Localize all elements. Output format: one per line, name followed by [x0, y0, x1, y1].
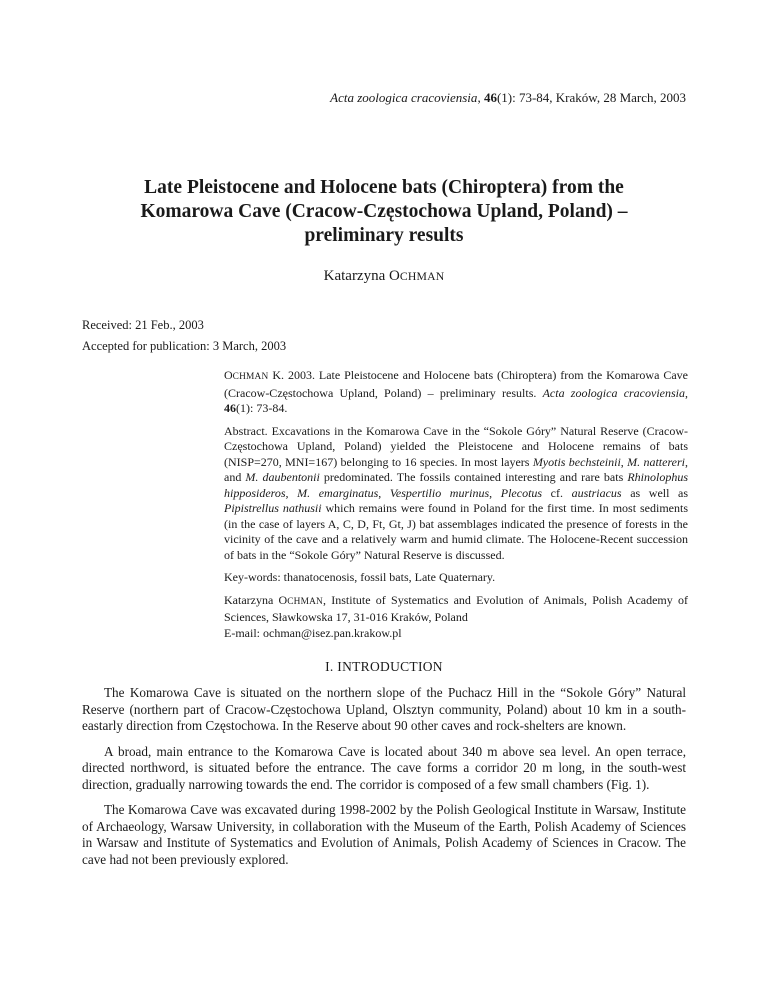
body-paragraph: The Komarowa Cave is situated on the northern slope of the Puchacz Hill in the “Sokole Góry” Natural Reserve (northern part of Cracow-Częstochowa Upland, Olsztyn community, Poland) about 10 km in a south-eastarly direction from Częstochowa. In the Reserve about 90 other caves and rock-shelters are known. — [82, 685, 686, 733]
author-affiliation: Katarzyna OCHMAN, Institute of Systematics and Evolution of Animals, Polish Academy of Sciences, Sławkowska 17, 31-016 Kraków, Poland E-mail: ochman@isez.pan.krakow.pl — [224, 592, 688, 640]
article-title — [90, 176, 678, 248]
journal-name: Acta zoologica cracoviensia — [330, 90, 478, 105]
keywords: Key-words: thanatocenosis, fossil bats, Late Quaternary. — [224, 570, 496, 584]
author-surname: CHMAN — [399, 270, 445, 283]
body-paragraph: The Komarowa Cave was excavated during 1998-2002 by the Polish Geological Institute in Warsaw, Institute of Archaeology, Warsaw University, in collaboration with the Museum of the Earth, Polish Academy of Sciences in Warsaw and Institute of Systematics and Evolution of Animals, Polish Academy of Sciences in Cracow. The cave had not been previously explored. — [82, 802, 686, 867]
received-date: Received: 21 Feb., 2003 — [82, 318, 204, 332]
title-line-3: preliminary results — [304, 225, 464, 246]
bibliographic-reference: OCHMAN K. 2003. Late Pleistocene and Holocene bats (Chiroptera) from the Komarowa Cave (Cracow-Częstochowa Upland, Poland) – preliminary results. Acta zoologica cracoviensia, 46(1): 73-84. — [224, 368, 689, 415]
journal-citation: Acta zoologica cracoviensia, 46(1): 73-84, Kraków, 28 March, 2003 — [330, 90, 686, 105]
submission-dates — [82, 315, 286, 357]
title-line-2: Komarowa Cave (Cracow-Częstochowa Upland, Poland) – — [140, 201, 628, 222]
abstract-text: Abstract. Excavations in the Komarowa Cave in the “Sokole Góry” Natural Reserve (Cracow-Częstochowa Upland, Poland) yielded the Pleistocene and Holocene remains of bats (NISP=270, MNI=167) belonging to 16 species. In most layers Myotis bechsteinii, M. nattereri, and M. daubentonii predominated. The fossils contained interesting and rare bats Rhinolophus hipposideros, M. emarginatus, Vespertilio murinus, Plecotus cf. austriacus as well as Pipistrellus nathusii which remains were found in Poland for the first time. In most sediments (in the case of layers A, C, D, Ft, Gt, J) bat assemblages indicated the presence of forests in the vicinity of the cave and a relatively warm and humid climate. The Holocene-Recent succession of bats in the “Sokole Góry” Natural Reserve is discussed. — [224, 423, 689, 562]
accepted-date: Accepted for publication: 3 March, 2003 — [82, 339, 287, 353]
body-paragraph: A broad, main entrance to the Komarowa Cave is located about 340 m above sea level. An open terrace, directed northword, is situated before the entrance. The cave forms a corridor 20 m long, in the south-west direction, gradually narrowing towards the end. The corridor is composed of a few small chambers (Fig. 1). — [82, 743, 686, 792]
title-line-1: Late Pleistocene and Holocene bats (Chiroptera) from the — [144, 177, 624, 198]
author-email: E-mail: ochman@isez.pan.krakow.pl — [224, 625, 402, 640]
journal-issue-pages: (1): 73-84, Kraków, 28 March, 2003 — [496, 90, 686, 105]
author-given: Katarzyna O — [323, 268, 400, 284]
introduction-text — [82, 685, 686, 877]
section-heading: I. INTRODUCTION — [325, 659, 443, 674]
abstract-block — [224, 368, 688, 648]
author-name — [0, 268, 768, 285]
journal-volume: 46 — [483, 90, 497, 105]
